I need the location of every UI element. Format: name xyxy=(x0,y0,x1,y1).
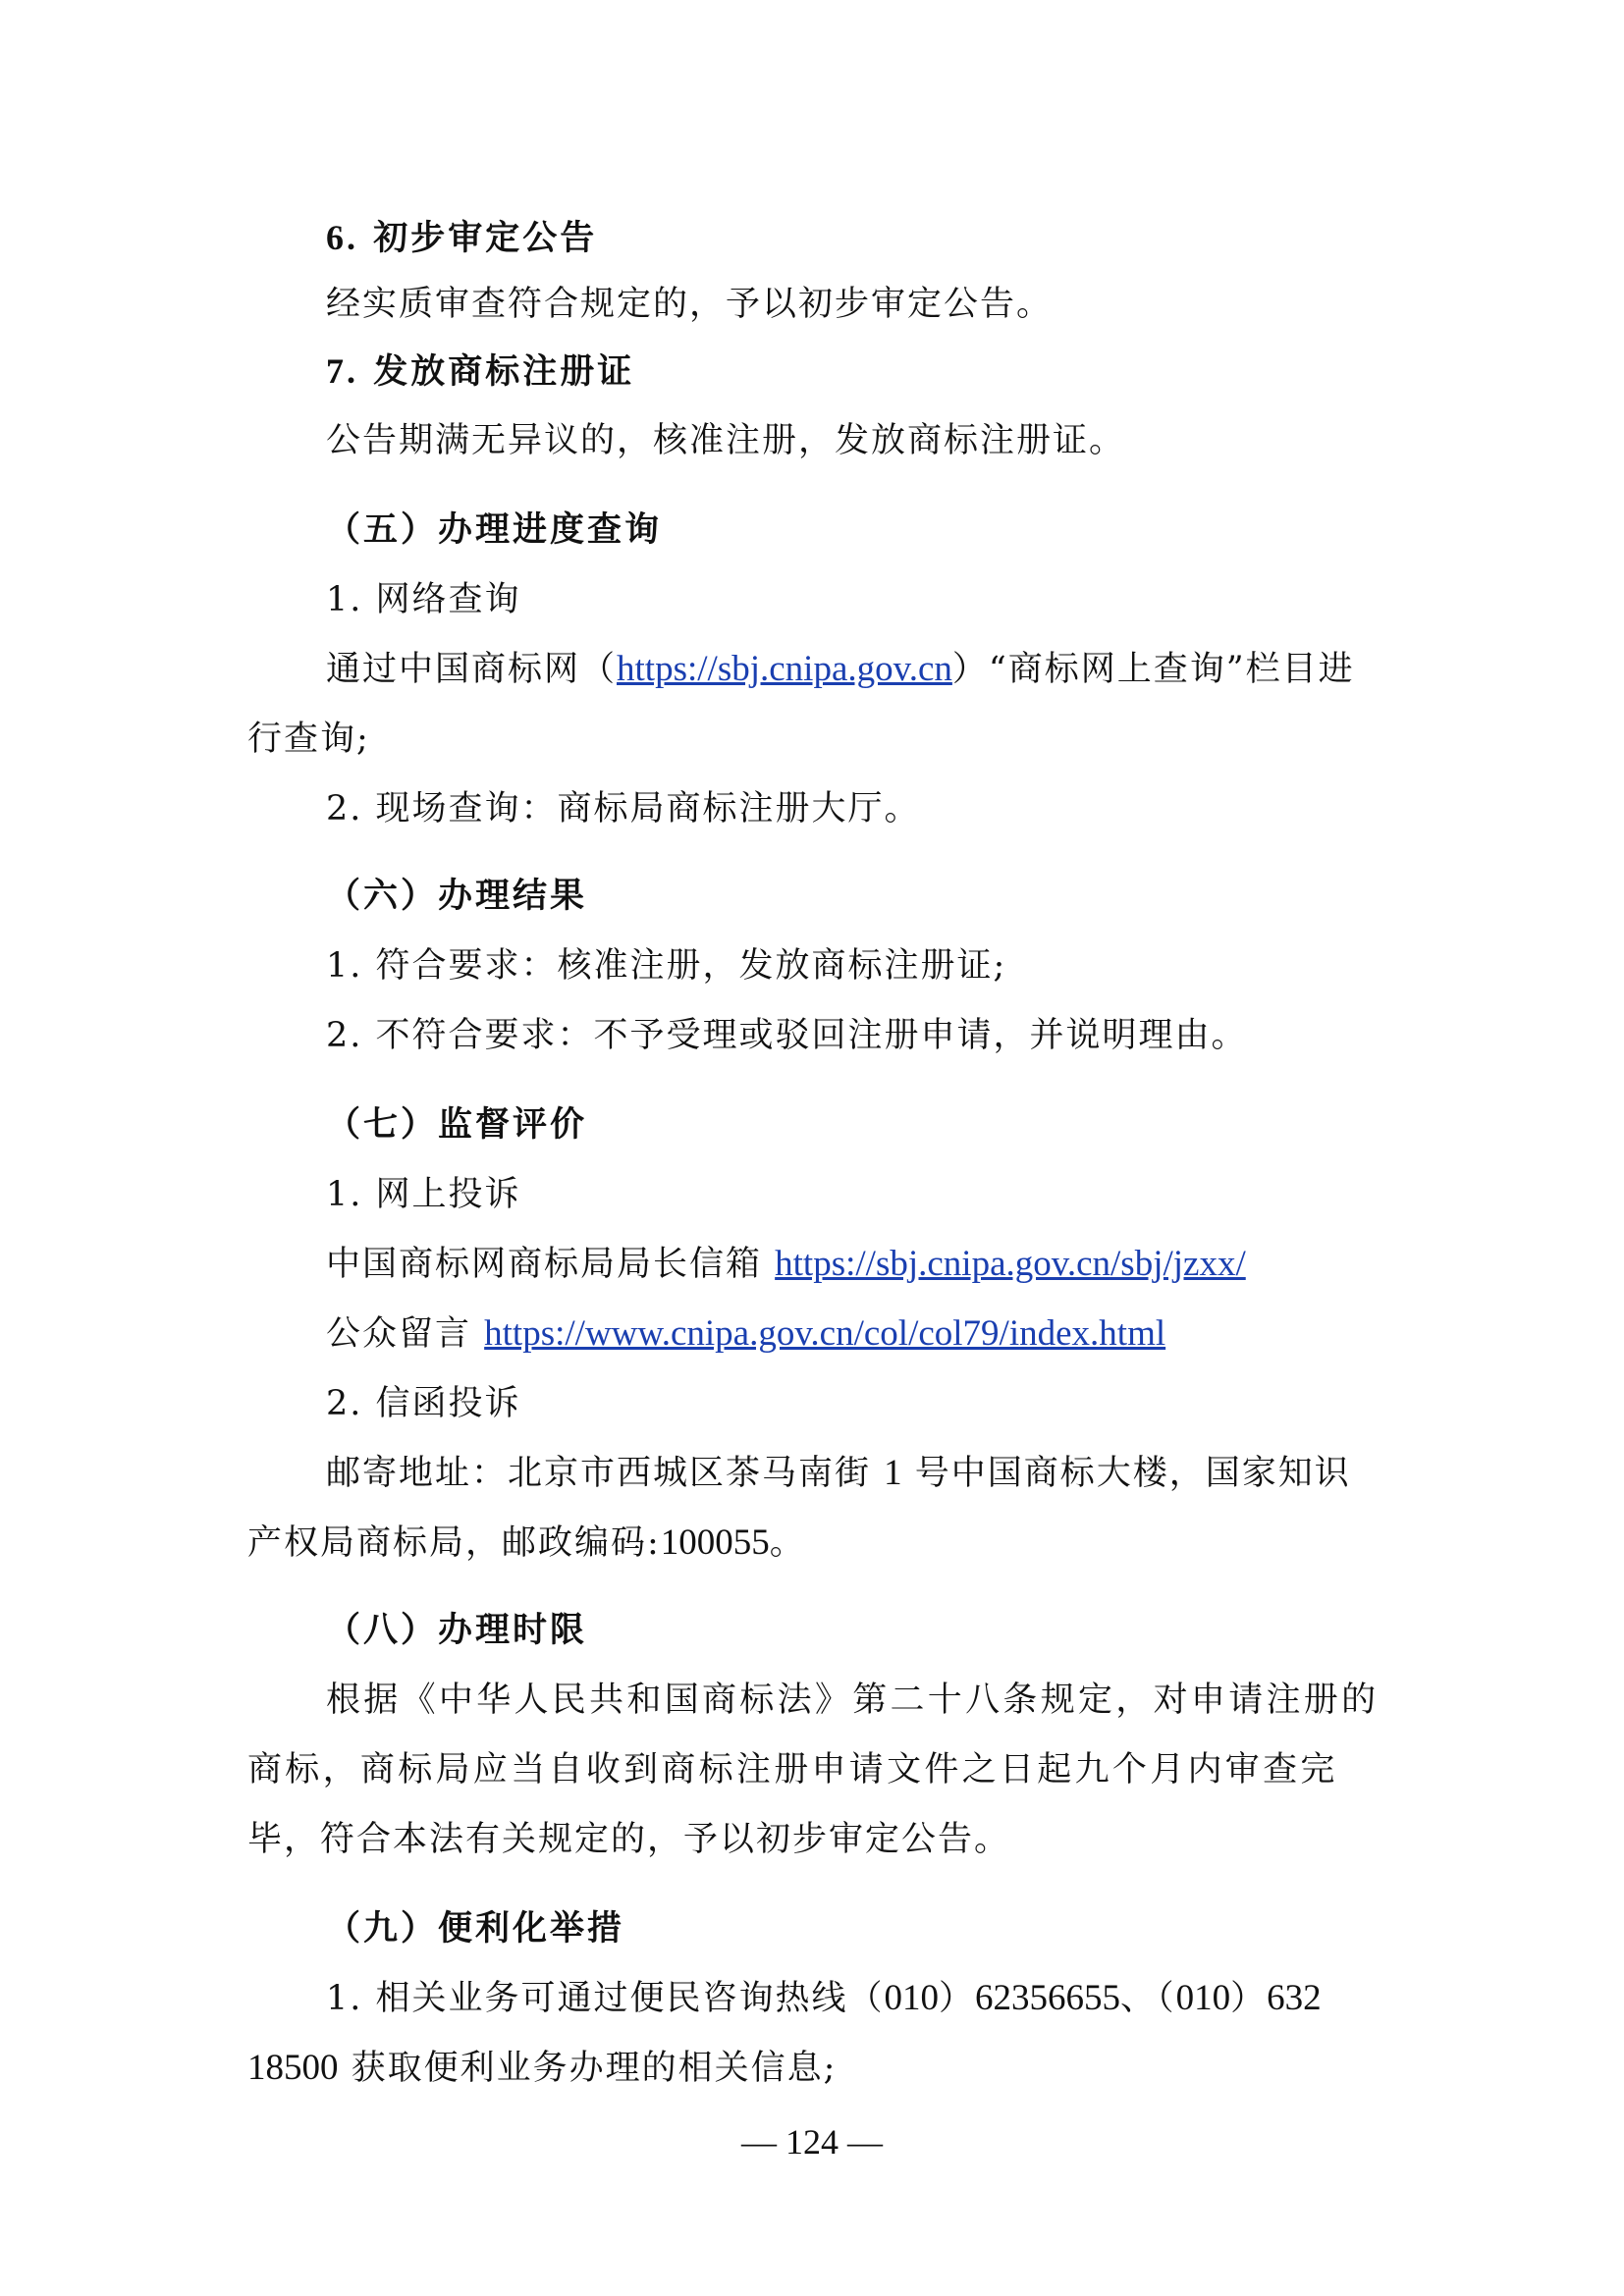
paragraph: 中国商标网商标局局长信箱 https://sbj.cnipa.gov.cn/sbj/jzxx/ xyxy=(326,1244,1246,1284)
heading-step-7: 7. 发放商标注册证 xyxy=(326,351,635,392)
paragraph-continuation: 18500 获取便利业务办理的相关信息; xyxy=(247,2048,838,2088)
list-item: 1. 网上投诉 xyxy=(326,1175,521,1214)
list-item: 1. 网络查询 xyxy=(326,580,521,619)
paragraph: 公众留言 https://www.cnipa.gov.cn/col/col79/index.html xyxy=(326,1313,1166,1354)
list-item: 1. 符合要求：核准注册，发放商标注册证; xyxy=(326,946,1007,986)
section-heading: （七）监督评价 xyxy=(326,1105,588,1145)
paragraph-continuation: 行查询; xyxy=(247,720,370,759)
paragraph: 根据《中华人民共和国商标法》第二十八条规定，对申请注册的 xyxy=(326,1681,1380,1720)
paragraph-continuation: 毕，符合本法有关规定的，予以初步审定公告。 xyxy=(247,1820,1011,1859)
list-item: 2. 不符合要求：不予受理或驳回注册申请，并说明理由。 xyxy=(326,1016,1248,1055)
paragraph: 1. 相关业务可通过便民咨询热线（010）62356655、（010）632 xyxy=(326,1978,1322,2018)
page-number: — 124 — xyxy=(741,2122,883,2162)
paragraph: 邮寄地址：北京市西城区茶马南街 1 号中国商标大楼，国家知识 xyxy=(326,1453,1351,1493)
list-item: 2. 信函投诉 xyxy=(326,1384,521,1423)
cnipa-link[interactable]: https://sbj.cnipa.gov.cn xyxy=(617,649,952,689)
list-item: 2. 现场查询：商标局商标注册大厅。 xyxy=(326,789,921,828)
section-heading: （九）便利化举措 xyxy=(326,1909,625,1949)
paragraph: 通过中国商标网（https://sbj.cnipa.gov.cn）“商标网上查询”栏目进 xyxy=(326,649,1355,689)
section-heading: （六）办理结果 xyxy=(326,877,588,916)
paragraph: 经实质审查符合规定的，予以初步审定公告。 xyxy=(326,285,1054,324)
paragraph-continuation: 产权局商标局，邮政编码:100055。 xyxy=(247,1522,806,1563)
director-mailbox-link[interactable]: https://sbj.cnipa.gov.cn/sbj/jzxx/ xyxy=(775,1244,1246,1284)
section-heading: （八）办理时限 xyxy=(326,1611,588,1650)
section-heading: （五）办理进度查询 xyxy=(326,510,663,550)
heading-step-6: 6. 初步审定公告 xyxy=(326,218,598,258)
public-message-link[interactable]: https://www.cnipa.gov.cn/col/col79/index.html xyxy=(484,1313,1166,1354)
paragraph: 公告期满无异议的，核准注册，发放商标注册证。 xyxy=(326,421,1126,460)
paragraph-continuation: 商标，商标局应当自收到商标注册申请文件之日起九个月内审查完 xyxy=(247,1750,1338,1789)
